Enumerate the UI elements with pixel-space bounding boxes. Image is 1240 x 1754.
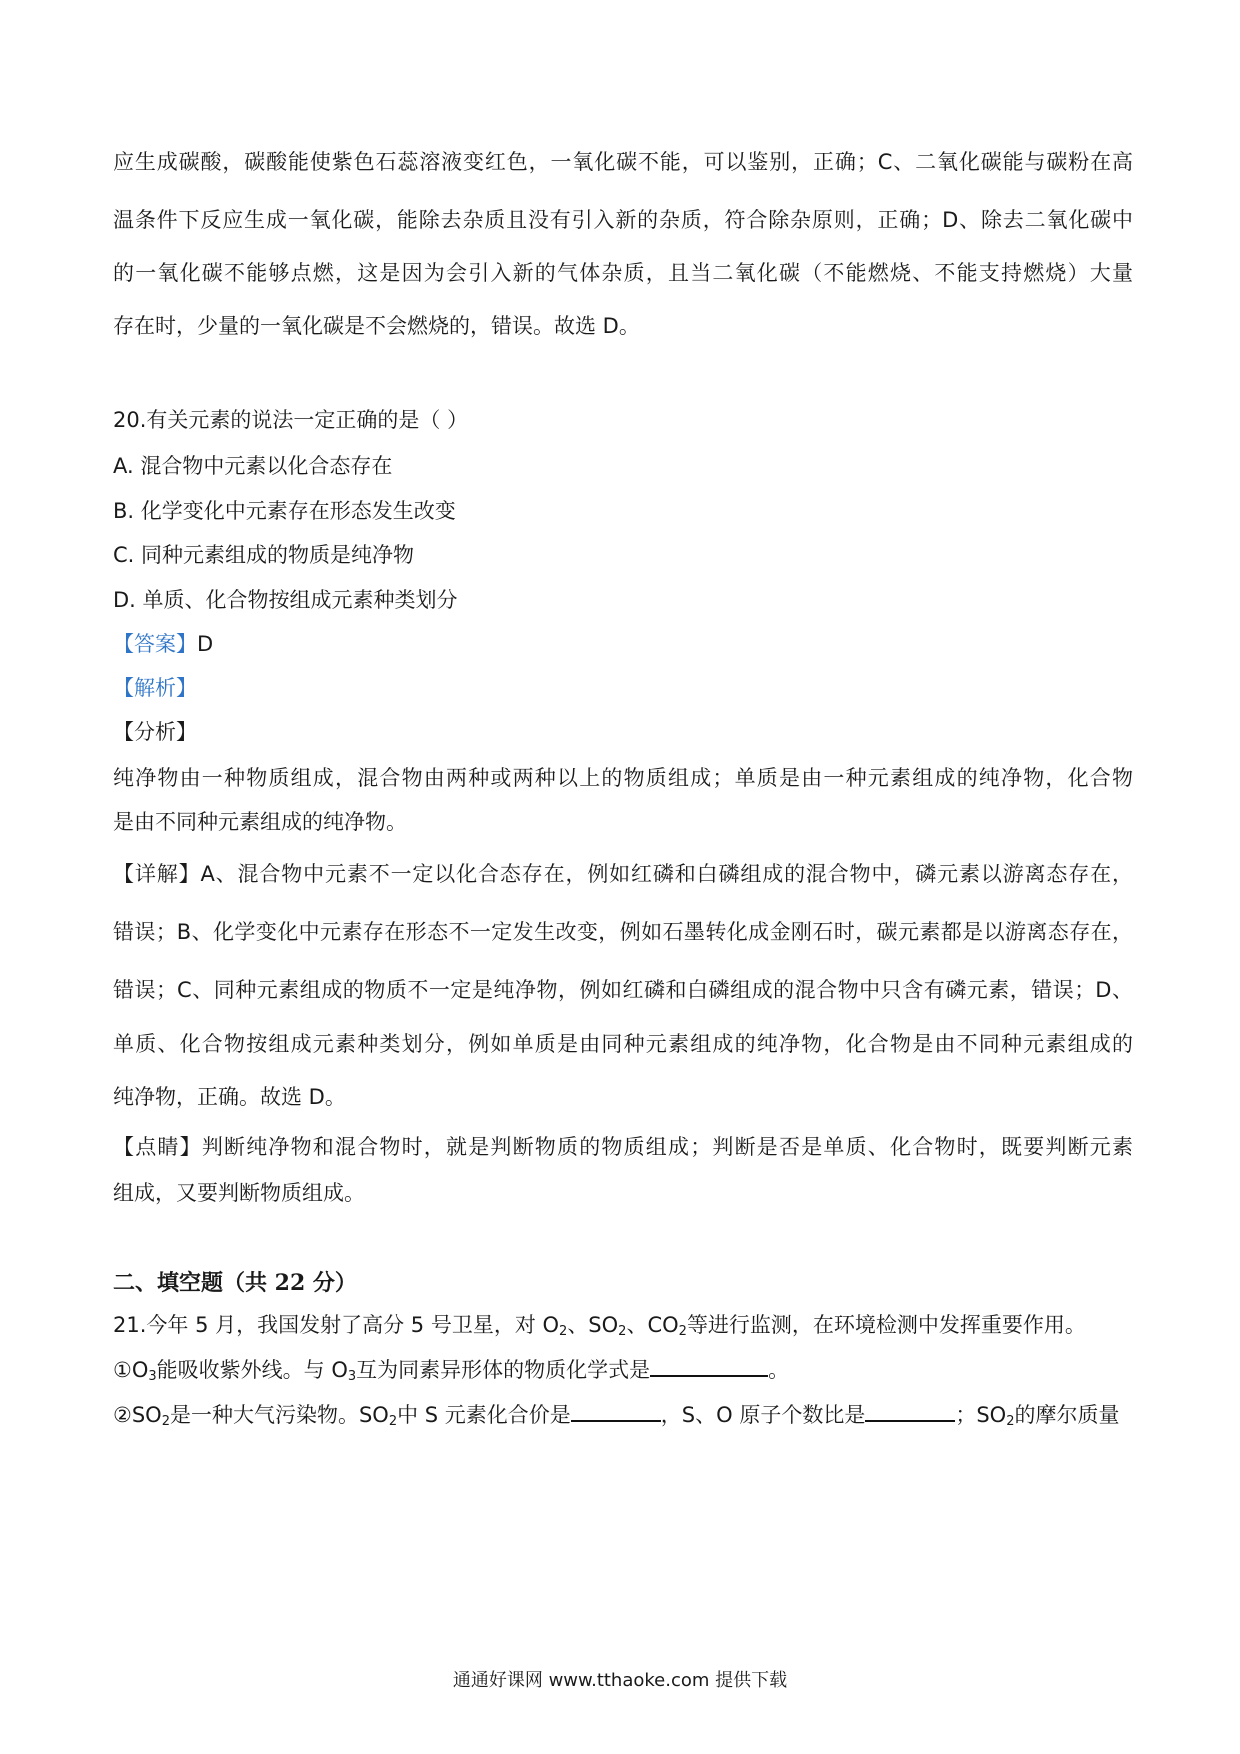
q21-p1-c: 互为同素异形体的物质化学式是 [356,1358,651,1382]
subscript-2: 2 [618,1324,627,1339]
detail-line-3: 错误；C、同种元素组成的物质不一定是纯净物，例如红磷和白磷组成的混合物中只含有磷元素，错误；D、 [113,978,1133,1002]
detail-line-5: 纯净物，正确。故选 D。 [113,1085,346,1109]
tip-line-2: 组成，又要判断物质组成。 [113,1181,365,1205]
q21-p2-a: ②SO [113,1403,162,1427]
q21-stem-part-c: 、CO [626,1313,679,1337]
subscript-2: 2 [559,1324,568,1339]
q21-p2-d: ，S、O 原子个数比是 [660,1403,866,1427]
q21-p2-f: 的摩尔质量 [1014,1403,1120,1427]
q20-option-a: A. 混合物中元素以化合态存在 [113,454,393,478]
detail-line-4: 单质、化合物按组成元素种类划分，例如单质是由同种元素组成的纯净物，化合物是由不同种元素组成的 [113,1032,1133,1056]
q21-p1-end: 。 [768,1358,790,1382]
detail-line-2: 错误；B、化学变化中元素存在形态不一定发生改变，例如石墨转化成金刚石时，碳元素都是以游离态存在， [113,920,1133,944]
page-footer: 通通好课网 www.tthaoke.com 提供下载 [452,1670,788,1691]
section-heading: 二、填空题（共 22 分） [113,1270,357,1296]
q21-stem [113,1311,1133,1339]
tip-line-1 [113,1133,1133,1161]
prev-explanation-line-1: 应生成碳酸，碳酸能使紫色石蕊溶液变红色，一氧化碳不能，可以鉴别，正确；C、二氧化碳能与碳粉在高 [113,150,1133,174]
q21-p2-c: 中 S 元素化合价是 [397,1403,571,1427]
q20-option-c: C. 同种元素组成的物质是纯净物 [113,543,415,567]
q20-stem: 20.有关元素的说法一定正确的是（ ） [113,408,469,432]
subscript-3: 3 [148,1369,157,1384]
q21-part-1 [113,1355,1133,1384]
subscript-2: 2 [678,1324,687,1339]
prev-explanation-line-2: 温条件下反应生成一氧化碳，能除去杂质且没有引入新的杂质，符合除杂原则，正确；D、除去二氧化碳中 [113,208,1133,232]
answer-label: 【答案】 [113,632,197,656]
fenxi-line-1: 纯净物由一种物质组成，混合物由两种或两种以上的物质组成；单质是由一种元素组成的纯净物，化合物 [113,766,1133,790]
detail-label: 【详解】 [113,862,201,886]
subscript-2: 2 [161,1414,170,1429]
fenxi-label: 【分析】 [113,720,197,744]
q20-answer [113,630,1133,658]
tip-label: 【点睛】 [113,1135,202,1159]
q21-p1-b: 能吸收紫外线。与 O [156,1358,348,1382]
answer-blank-valence[interactable] [571,1400,661,1422]
q21-p2-b: 是一种大气污染物。SO [169,1403,389,1427]
detail-text-1: A、混合物中元素不一定以化合态存在，例如红磷和白磷组成的混合物中，磷元素以游离态存在， [200,862,1133,886]
q21-p2-e: ；SO [955,1403,1007,1427]
answer-blank-allotrope[interactable] [650,1355,768,1377]
answer-blank-ratio[interactable] [865,1400,955,1422]
prev-explanation-line-4: 存在时，少量的一氧化碳是不会燃烧的，错误。故选 D。 [113,314,640,338]
subscript-3: 3 [347,1369,357,1384]
q21-stem-part-d: 等进行监测，在环境检测中发挥重要作用。 [686,1313,1086,1337]
fenxi-line-2: 是由不同种元素组成的纯净物。 [113,810,407,834]
detail-line-1 [113,860,1133,888]
q21-p1-a: ①O [113,1358,149,1382]
analysis-label: 【解析】 [113,676,197,700]
answer-value: D [197,632,214,656]
subscript-2: 2 [388,1414,398,1429]
subscript-2: 2 [1006,1414,1015,1429]
q21-part-2 [113,1400,1133,1429]
q20-option-d: D. 单质、化合物按组成元素种类划分 [113,588,458,612]
tip-text-1: 判断纯净物和混合物时，就是判断物质的物质组成；判断是否是单质、化合物时，既要判断元素 [201,1135,1134,1159]
q21-stem-part-b: 、SO [567,1313,619,1337]
q20-option-b: B. 化学变化中元素存在形态发生改变 [113,499,456,523]
prev-explanation-line-3: 的一氧化碳不能够点燃，这是因为会引入新的气体杂质，且当二氧化碳（不能燃烧、不能支持燃烧）大量 [113,261,1133,285]
q21-stem-part-a: 21.今年 5 月，我国发射了高分 5 号卫星，对 O [113,1313,560,1337]
